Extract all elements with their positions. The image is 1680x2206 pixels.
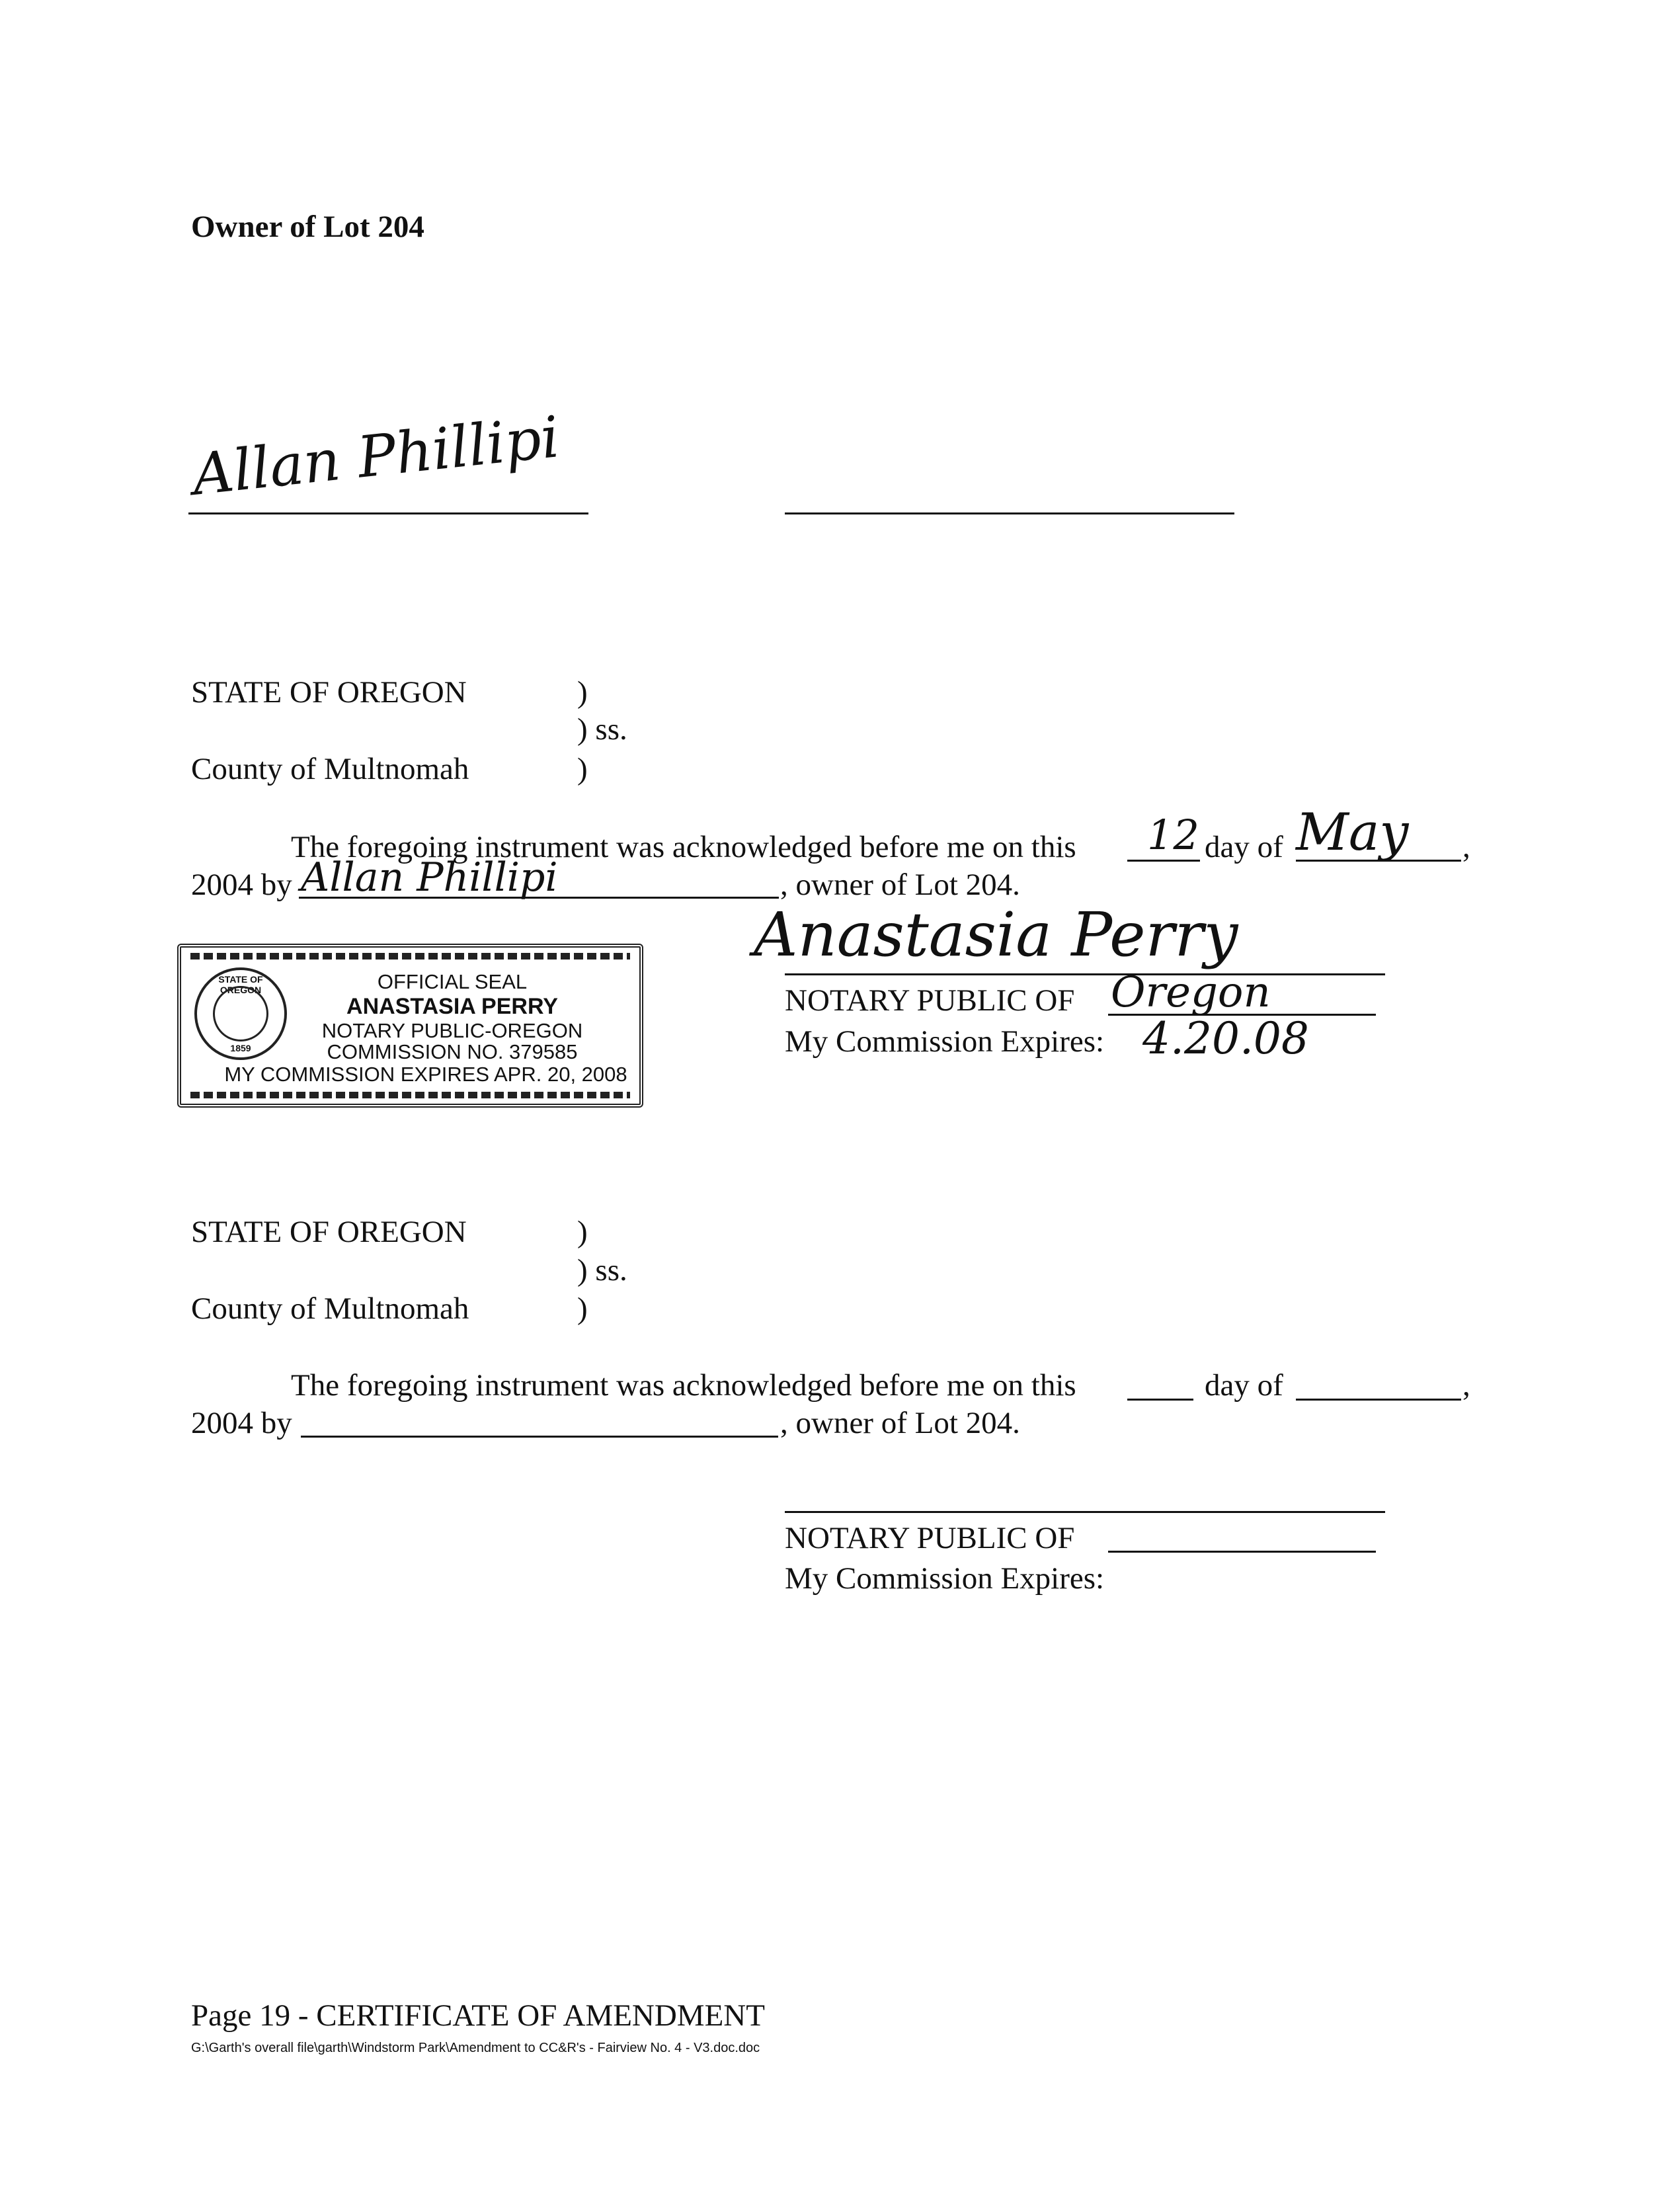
ack1-notary-signature-line [785, 973, 1385, 975]
ack2-line1-prefix: The foregoing instrument was acknowledged before me on this [291, 1368, 1076, 1403]
ack2-day-of: day of [1205, 1368, 1283, 1403]
ack1-day-value: 12 [1147, 811, 1199, 859]
seal-border-bottom [190, 1092, 630, 1098]
ack1-name-value: Allan Phillipi [301, 854, 558, 901]
second-owner-signature-line [785, 512, 1234, 514]
ack1-line1-prefix: The foregoing instrument was acknowledged before me on this [291, 830, 1076, 864]
owner-signature: Allan Phillipi [189, 404, 563, 509]
ack2-owner-suffix: , owner of Lot 204. [780, 1406, 1020, 1440]
seal-line-official: OFFICIAL SEAL [377, 970, 528, 993]
ack1-notary-public-of: NOTARY PUBLIC OF [785, 983, 1075, 1018]
ack1-day-of: day of [1205, 830, 1283, 864]
ack1-comma: , [1462, 830, 1470, 864]
ack2-county: County of Multnomah [191, 1291, 469, 1326]
ack1-month-value: May [1296, 803, 1409, 862]
ack1-name-line [299, 897, 779, 899]
ack1-year-by: 2004 by [191, 868, 292, 902]
ack2-paren-bottom: ) [577, 1291, 588, 1326]
ack2-notary-signature-line [785, 1511, 1385, 1513]
ack2-month-line [1296, 1399, 1461, 1401]
emblem-top-text: STATE OF OREGON [218, 974, 263, 995]
owner-heading: Owner of Lot 204 [191, 210, 424, 244]
ack1-notary-signature: Anastasia Perry [754, 899, 1238, 970]
seal-line-name: ANASTASIA PERRY [346, 994, 558, 1019]
ack1-paren-top: ) [577, 675, 588, 710]
ack1-paren-bottom: ) [577, 752, 588, 786]
notary-seal [177, 944, 643, 1108]
ack2-paren-top: ) [577, 1215, 588, 1249]
ack1-commission-expires: My Commission Expires: [785, 1024, 1105, 1059]
ack1-month-line [1296, 860, 1461, 862]
ack2-name-line [301, 1436, 778, 1438]
seal-line-notary: NOTARY PUBLIC-OREGON [321, 1019, 583, 1042]
footer-page-label: Page 19 - CERTIFICATE OF AMENDMENT [191, 1998, 765, 2033]
ack2-notary-public-of: NOTARY PUBLIC OF [785, 1521, 1075, 1555]
owner-signature-line [188, 512, 588, 514]
seal-border-top [190, 953, 630, 960]
ack2-day-line [1127, 1399, 1193, 1401]
seal-line-commission: COMMISSION NO. 379585 [327, 1040, 578, 1063]
footer-file-path: G:\Garth's overall file\garth\Windstorm Park\Amendment to CC&R's - Fairview No. 4 - V3.doc.doc [191, 2041, 760, 2055]
ack1-expires-value: 4.20.08 [1142, 1013, 1309, 1064]
ack2-ss: ) ss. [577, 1253, 627, 1287]
ack2-comma: , [1462, 1368, 1470, 1403]
emblem-year: 1859 [230, 1043, 251, 1053]
ack1-day-line [1127, 860, 1200, 862]
ack2-commission-expires: My Commission Expires: [785, 1561, 1105, 1596]
ack1-ss: ) ss. [577, 712, 627, 747]
ack1-county: County of Multnomah [191, 752, 469, 786]
seal-line-expires: MY COMMISSION EXPIRES APR. 20, 2008 [224, 1063, 627, 1086]
ack1-state: STATE OF OREGON [191, 675, 467, 710]
ack2-notary-state-line [1108, 1551, 1376, 1553]
ack2-state: STATE OF OREGON [191, 1215, 467, 1249]
ack1-owner-suffix: , owner of Lot 204. [780, 868, 1020, 902]
ack1-notary-state-value: Oregon [1111, 968, 1271, 1017]
ack2-year-by: 2004 by [191, 1406, 292, 1440]
